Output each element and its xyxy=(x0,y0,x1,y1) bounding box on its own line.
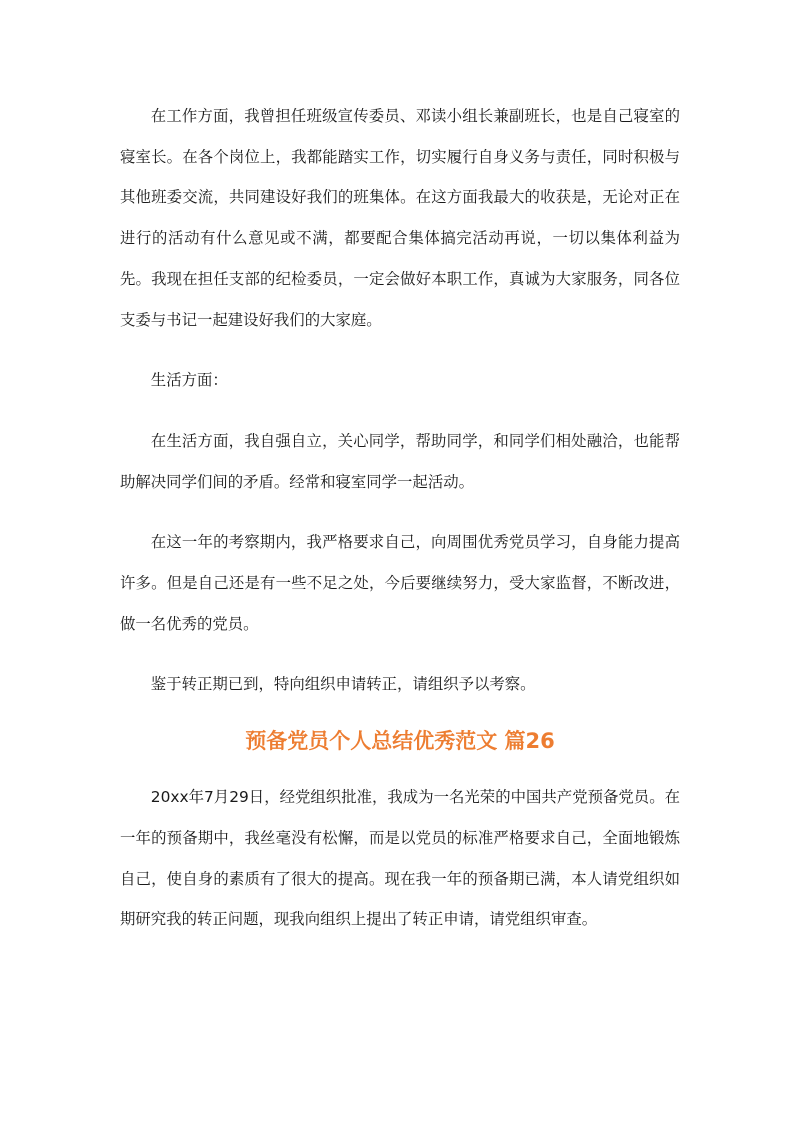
paragraph-life: 在生活方面，我自强自立，关心同学，帮助同学，和同学们相处融洽，也能帮助解决同学们间的矛盾。经常和寝室同学一起活动。 xyxy=(120,431,680,491)
paragraph-gap xyxy=(120,644,680,664)
paragraph-application: 鉴于转正期已到，特向组织申请转正，请组织予以考察。 xyxy=(150,675,536,694)
paragraph-gap xyxy=(120,401,680,421)
paragraph-probation: 在这一年的考察期内，我严格要求自己，向周围优秀党员学习，自身能力提高许多。但是自己还是有一些不足之处，今后要继续努力，受大家监督，不断改进，做一名优秀的党员。 xyxy=(120,533,680,633)
paragraph-gap xyxy=(120,340,680,360)
paragraph-work: 在工作方面，我曾担任班级宣传委员、邓读小组长兼副班长，也是自己寝室的寝室长。在各个岗位上，我都能踏实工作，切实履行自身义务与责任，同时积极与其他班委交流，共同建设好我们的班集体。在这方面我最大的收获是，无论对正在进行的活动有什么意见或不满，都要配合集体搞完活动再说，一切以集体利益为先。我现在担任支部的纪检委员，一定会做好本职工作，真诚为大家服务，同各位支委与书记一起建设好我们的大家庭。 xyxy=(120,107,680,329)
paragraph-gap xyxy=(120,502,680,522)
section-label-life: 生活方面： xyxy=(150,371,228,390)
document-page xyxy=(120,96,680,940)
paragraph-intro: 20xx年7月29日，经党组织批准，我成为一名光荣的中国共产党预备党员。在一年的预备期中，我丝毫没有松懈，而是以党员的标准严格要求自己，全面地锻炼自己，使自身的素质有了很大的提高。现在我一年的预备期已满，本人请党组织如期研究我的转正问题，现我向组织上提出了转正申请，请党组织审查。 xyxy=(120,788,680,929)
section-heading: 预备党员个人总结优秀范文 篇26 xyxy=(245,729,555,754)
